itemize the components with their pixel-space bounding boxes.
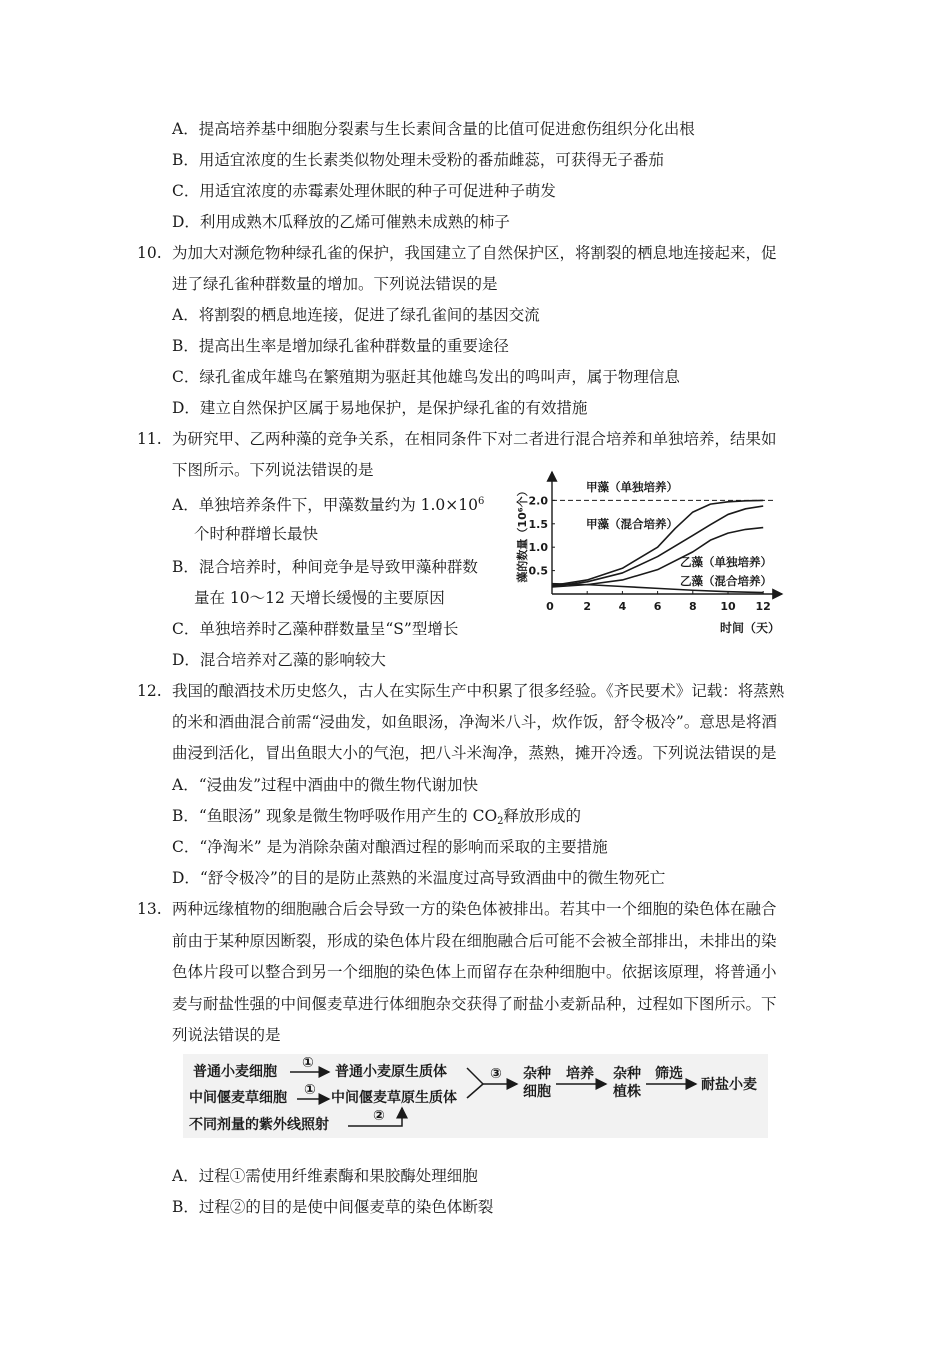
q12-option-a: A．“浸曲发”过程中酒曲中的微生物代谢加快 xyxy=(172,776,479,794)
q13-stem-line5: 列说法错误的是 xyxy=(172,1026,281,1044)
flow-wheat-cell: 普通小麦细胞 xyxy=(193,1064,277,1080)
cell-fusion-flow-diagram xyxy=(183,1054,768,1138)
q13-number: 13. xyxy=(137,900,162,918)
y-axis-label: 藻的数量（10⁶个） xyxy=(516,485,529,583)
q9-option-d: D．利用成熟木瓜释放的乙烯可催熟未成熟的柿子 xyxy=(172,213,510,231)
q13-stem-line2: 前由于某种原因断裂，形成的染色体片段在细胞融合后可能不会被全部排出，未排出的染 xyxy=(172,932,777,950)
q13-stem-line1: 两种远缘植物的细胞融合后会导致一方的染色体被排出。若其中一个细胞的染色体在融合 xyxy=(172,900,777,918)
q12-stem-line1: 我国的酿酒技术历史悠久，古人在实际生产中积累了很多经验。《齐民要术》记载：将蒸熟 xyxy=(172,682,785,700)
x-axis-label: 时间（天） xyxy=(720,621,781,635)
q10-option-b: B．提高出生率是增加绿孔雀种群数量的重要途径 xyxy=(172,337,509,355)
q11-option-a-line1 xyxy=(172,491,484,516)
flow-step-3: ③ xyxy=(490,1066,502,1082)
x-tick-label: 12 xyxy=(755,600,771,613)
series-label-2: 甲藻（混合培养） xyxy=(586,517,678,531)
q11-number: 11. xyxy=(137,430,162,448)
q12-number: 12. xyxy=(137,682,162,700)
q12-option-d: D．“舒令极冷”的目的是防止蒸熟的米温度过高导致酒曲中的微生物死亡 xyxy=(172,869,666,887)
y-tick-label: 1.0 xyxy=(528,541,548,555)
q9-option-a: A．提高培养基中细胞分裂素与生长素间含量的比值可促进愈伤组织分化出根 xyxy=(172,120,695,138)
q13-stem-line4: 麦与耐盐性强的中间偃麦草进行体细胞杂交获得了耐盐小麦新品种，过程如下图所示。下 xyxy=(172,995,777,1013)
flow-screen-label: 筛选 xyxy=(655,1066,683,1082)
x-tick-label: 8 xyxy=(688,600,697,613)
x-tick-label: 0 xyxy=(546,600,554,613)
series-label-4: 乙藻（混合培养） xyxy=(680,574,772,588)
x-tick-label: 4 xyxy=(618,600,627,613)
q11-option-b-line1: B．混合培养时，种间竞争是导致甲藻种群数 xyxy=(172,558,478,576)
algae-growth-chart xyxy=(514,468,786,646)
q10-number: 10. xyxy=(137,244,162,262)
y-tick-label: 2.0 xyxy=(528,494,548,508)
q13-stem-line3: 色体片段可以整合到另一个细胞的染色体上而留存在杂种细胞中。依据该原理，将普通小 xyxy=(172,963,777,981)
q10-stem-line1: 为加大对濒危物种绿孔雀的保护，我国建立了自然保护区，将割裂的栖息地连接起来，促 xyxy=(172,244,777,262)
q10-option-c: C．绿孔雀成年雄鸟在繁殖期为驱赶其他雄鸟发出的鸣叫声，属于物理信息 xyxy=(172,368,680,386)
flow-wheatgrass-cell: 中间偃麦草细胞 xyxy=(189,1090,287,1106)
flow-hybrid-cell-line1: 杂种 xyxy=(523,1066,551,1082)
flow-step-1b: ① xyxy=(304,1082,316,1098)
q10-stem-line2: 进了绿孔雀种群数量的增加。下列说法错误的是 xyxy=(172,275,498,293)
q12-option-b xyxy=(172,805,581,833)
flow-wheat-protoplast: 普通小麦原生质体 xyxy=(335,1064,447,1080)
flow-step-1a: ① xyxy=(302,1055,314,1071)
flow-hybrid-cell-line2: 细胞 xyxy=(523,1084,551,1100)
x-tick-label: 2 xyxy=(583,600,592,613)
q13-option-b: B．过程②的目的是使中间偃麦草的染色体断裂 xyxy=(172,1198,494,1216)
q12-option-c: C．“净淘米” 是为消除杂菌对酿酒过程的影响而采取的主要措施 xyxy=(172,838,608,856)
q12-stem-line2: 的米和酒曲混合前需“浸曲发，如鱼眼汤，净淘米八斗，炊作饭，舒令极冷”。意思是将酒 xyxy=(172,713,777,731)
q9-option-c: C．用适宜浓度的赤霉素处理休眠的种子可促进种子萌发 xyxy=(172,182,556,200)
flow-cultivate-label: 培养 xyxy=(566,1066,594,1082)
series-label-1: 甲藻（单独培养） xyxy=(586,480,678,494)
x-tick-label: 10 xyxy=(720,600,736,613)
q12-option-b-post: 释放形成的 xyxy=(503,807,582,825)
q9-option-b: B．用适宜浓度的生长素类似物处理未受粉的番茄雌蕊，可获得无子番茄 xyxy=(172,151,664,169)
y-tick-label: 0.5 xyxy=(528,564,548,578)
q11-option-a-text: A．单独培养条件下，甲藻数量约为 1.0×10 xyxy=(172,496,478,514)
q11-option-d: D．混合培养对乙藻的影响较大 xyxy=(172,651,386,669)
y-tick-label: 1.5 xyxy=(528,517,548,531)
flow-hybrid-plant-line1: 杂种 xyxy=(613,1066,641,1082)
q11-option-a-line2: 个时种群增长最快 xyxy=(194,525,319,543)
q11-option-a-exponent: 6 xyxy=(477,496,485,507)
q12-option-b-subscript: 2 xyxy=(497,816,504,827)
q11-option-b-line2: 量在 10～12 天增长缓慢的主要原因 xyxy=(194,589,445,607)
q10-option-d: D．建立自然保护区属于易地保护，是保护绿孔雀的有效措施 xyxy=(172,399,588,417)
q13-option-a: A．过程①需使用纤维素酶和果胶酶处理细胞 xyxy=(172,1167,478,1185)
q11-stem-line2: 下图所示。下列说法错误的是 xyxy=(172,461,374,479)
q10-option-a: A．将割裂的栖息地连接，促进了绿孔雀间的基因交流 xyxy=(172,306,540,324)
series-label-3: 乙藻（单独培养） xyxy=(680,555,772,569)
flow-merge-bottom xyxy=(467,1084,483,1098)
flow-uv-irradiation: 不同剂量的紫外线照射 xyxy=(189,1117,329,1133)
q11-option-c: C．单独培养时乙藻种群数量呈“S”型增长 xyxy=(172,620,459,638)
flow-wheatgrass-protoplast: 中间偃麦草原生质体 xyxy=(331,1090,457,1106)
flow-hybrid-plant-line2: 植株 xyxy=(613,1084,641,1100)
q12-option-b-pre: B．“鱼眼汤” 现象是微生物呼吸作用产生的 CO xyxy=(172,807,498,825)
q11-stem-line1: 为研究甲、乙两种藻的竞争关系，在相同条件下对二者进行混合培养和单独培养，结果如 xyxy=(172,430,777,448)
flow-merge-top xyxy=(467,1068,483,1084)
x-tick-label: 6 xyxy=(653,600,662,613)
q12-stem-line3: 曲浸到活化，冒出鱼眼大小的气泡，把八斗米淘净，蒸熟，摊开冷透。下列说法错误的是 xyxy=(172,744,777,762)
flow-step-2: ② xyxy=(373,1108,385,1124)
flow-result: 耐盐小麦 xyxy=(701,1077,757,1093)
